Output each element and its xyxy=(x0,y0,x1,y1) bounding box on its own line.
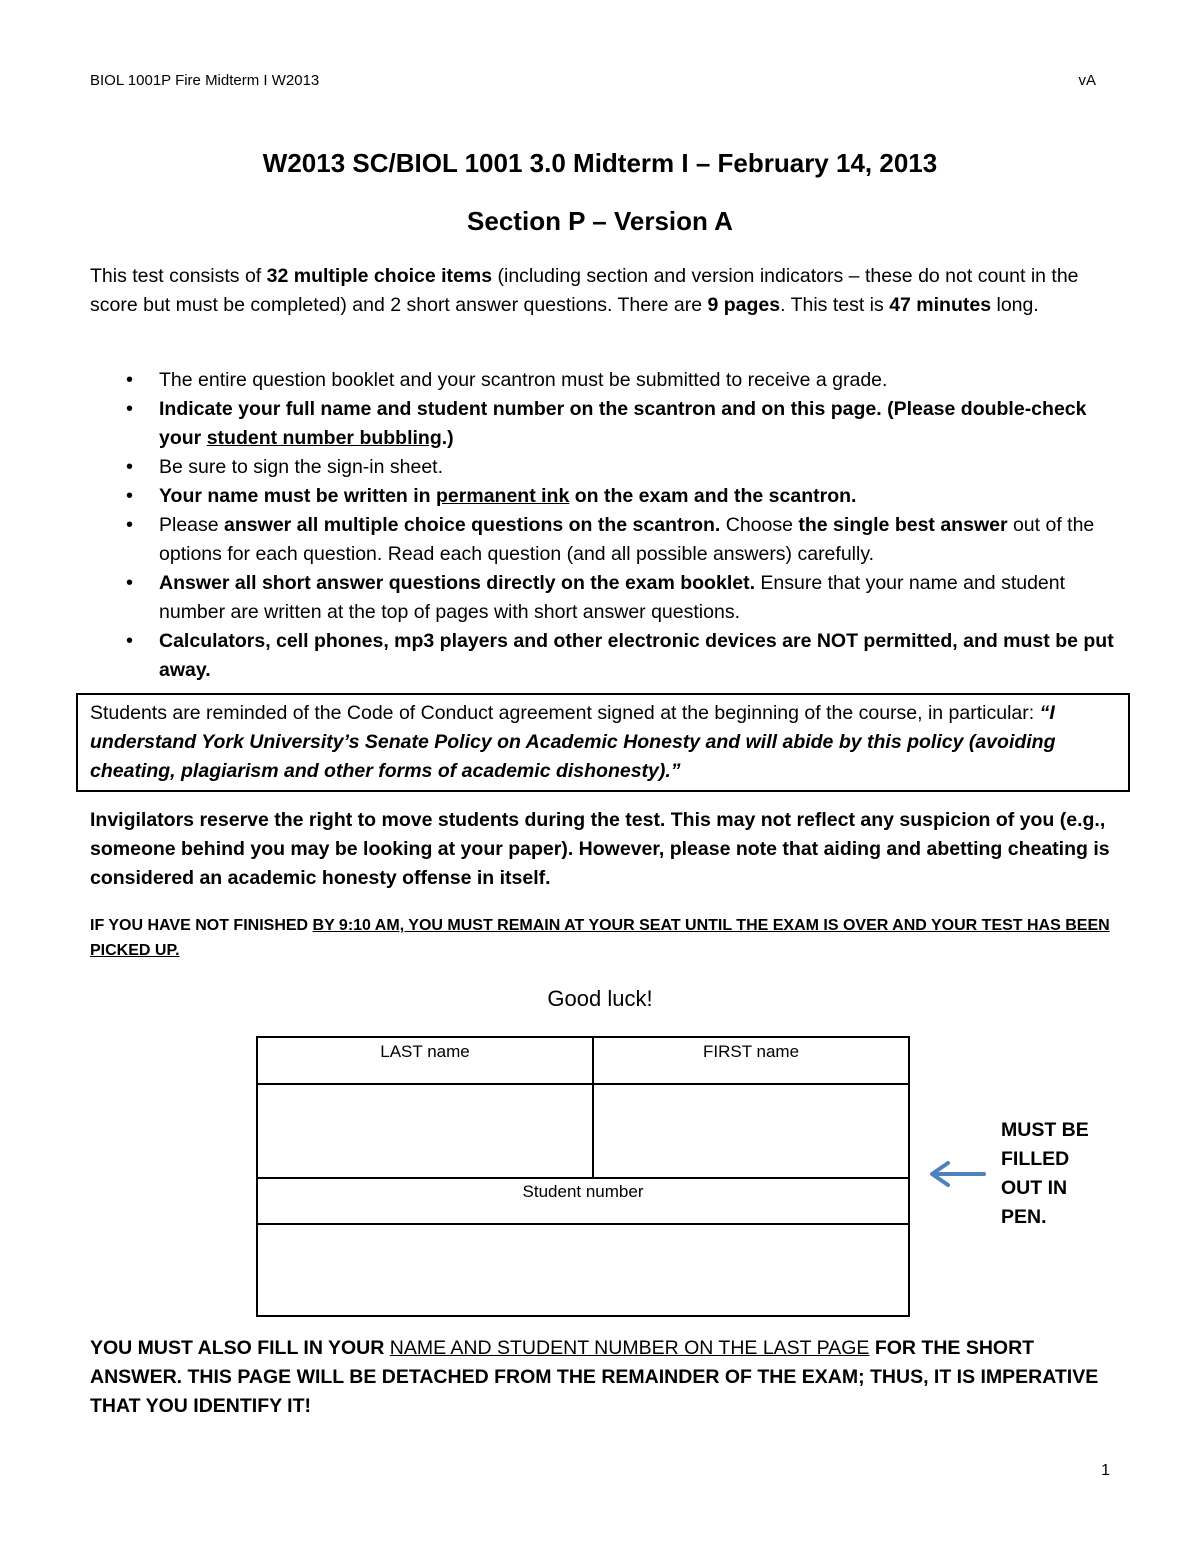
instruction-text-part: on the exam and the scantron. xyxy=(569,485,857,507)
running-header-course: BIOL 1001P Fire Midterm I W2013 xyxy=(90,72,320,89)
intro-paragraph xyxy=(90,262,1120,320)
instruction-item xyxy=(90,569,1120,627)
instruction-underline: student number bubbling xyxy=(206,427,442,449)
instruction-text-part: Ensure that your name and student number are written at the top of pages with short answer questions. xyxy=(159,572,1066,623)
code-of-conduct-box xyxy=(76,693,1130,792)
instruction-text: The entire question booklet and your scantron must be submitted to receive a grade. xyxy=(159,369,888,391)
instruction-item xyxy=(90,395,1120,453)
instruction-item xyxy=(90,511,1120,569)
instruction-bold: Answer all short answer questions directly on the exam booklet. xyxy=(159,572,755,594)
good-luck-text: Good luck! xyxy=(547,986,653,1011)
left-arrow-icon xyxy=(926,1158,988,1190)
instruction-underline: permanent ink xyxy=(436,485,570,507)
first-name-field[interactable] xyxy=(596,1087,906,1175)
instruction-text xyxy=(159,485,856,507)
conduct-quote: “I understand York University’s Senate Policy on Academic Honesty and will abide by this policy (avoiding cheating, plagiarism and other forms of academic dishonesty).” xyxy=(90,702,1056,782)
instruction-item xyxy=(90,453,1120,482)
first-name-label: FIRST name xyxy=(702,1042,800,1061)
student-number-field[interactable] xyxy=(260,1227,906,1313)
instruction-text: Calculators, cell phones, mp3 players and other electronic devices are NOT permitted, and must be put away. xyxy=(159,630,1114,681)
last-name-label: LAST name xyxy=(380,1042,470,1061)
reminder-text: FOR THE SHORT ANSWER. THIS PAGE WILL BE DETACHED FROM THE REMAINDER OF THE EXAM; THUS, IT IS IMPERATIVE THAT YOU IDENTIFY IT! xyxy=(90,1337,1099,1417)
instruction-text-part: Please xyxy=(159,514,225,536)
table-divider xyxy=(258,1177,908,1179)
instruction-item xyxy=(90,627,1120,685)
page-number: 1 xyxy=(1101,1462,1110,1479)
intro-text-1: This test consists of xyxy=(90,265,267,287)
exam-subtitle: Section P – Version A xyxy=(467,206,733,236)
instruction-text-part: Indicate your full name and student number on the scantron and on this page. (Please double-check your xyxy=(159,398,1087,449)
intro-bold-pages: 9 pages xyxy=(707,294,781,316)
intro-text-2: (including section and version indicators – these do not count in the score but must be completed) and 2 short answer questions. There are xyxy=(90,265,1079,316)
intro-text-3: . This test is xyxy=(780,294,890,316)
intro-bold-minutes: 47 minutes xyxy=(889,294,992,316)
instruction-text-part: Choose xyxy=(720,514,799,536)
instruction-list xyxy=(90,366,1120,685)
instruction-item xyxy=(90,366,1120,395)
instruction-bold: the single best answer xyxy=(798,514,1008,536)
reminder-text: YOU MUST ALSO FILL IN YOUR xyxy=(90,1337,390,1359)
notice-underline: BY 9:10 AM, YOU MUST REMAIN AT YOUR SEAT UNTIL THE EXAM IS OVER AND YOUR TEST HAS BEEN PICKED UP. xyxy=(90,917,1110,959)
instruction-text-part: Your name must be written in xyxy=(159,485,437,507)
instruction-item xyxy=(90,482,1120,511)
instruction-bold: answer all multiple choice questions on the scantron. xyxy=(224,514,721,536)
instruction-text-part: out of the options for each question. Read each question (and all possible answers) carefully. xyxy=(159,514,1095,565)
notice-text: IF YOU HAVE NOT FINISHED xyxy=(90,917,313,934)
last-name-field[interactable] xyxy=(260,1087,590,1175)
instruction-text-part: .) xyxy=(441,427,454,449)
last-page-reminder xyxy=(90,1334,1120,1421)
table-divider xyxy=(258,1083,908,1085)
reminder-underline: NAME AND STUDENT NUMBER ON THE LAST PAGE xyxy=(389,1337,870,1359)
intro-bold-items: 32 multiple choice items xyxy=(266,265,493,287)
pen-requirement-note: MUST BE FILLED OUT IN PEN. xyxy=(1001,1119,1089,1228)
table-divider xyxy=(258,1223,908,1225)
conduct-lead: Students are reminded of the Code of Conduct agreement signed at the beginning of the course, in particular: xyxy=(90,702,1040,724)
intro-text-4: long. xyxy=(991,294,1039,316)
running-header-version: vA xyxy=(1078,72,1096,89)
instruction-text: Be sure to sign the sign-in sheet. xyxy=(159,456,443,478)
invigilator-notice: Invigilators reserve the right to move students during the test. This may not reflect any suspicion of you (e.g., someone behind you may be looking at your paper). However, please note that aiding and abetting cheating is considered an academic honesty offense in itself. xyxy=(90,809,1110,889)
student-number-label: Student number xyxy=(522,1182,644,1201)
exam-title: W2013 SC/BIOL 1001 3.0 Midterm I – February 14, 2013 xyxy=(262,148,938,178)
instruction-text xyxy=(159,398,1086,449)
finish-time-notice xyxy=(90,913,1120,963)
student-id-table xyxy=(256,1036,910,1317)
